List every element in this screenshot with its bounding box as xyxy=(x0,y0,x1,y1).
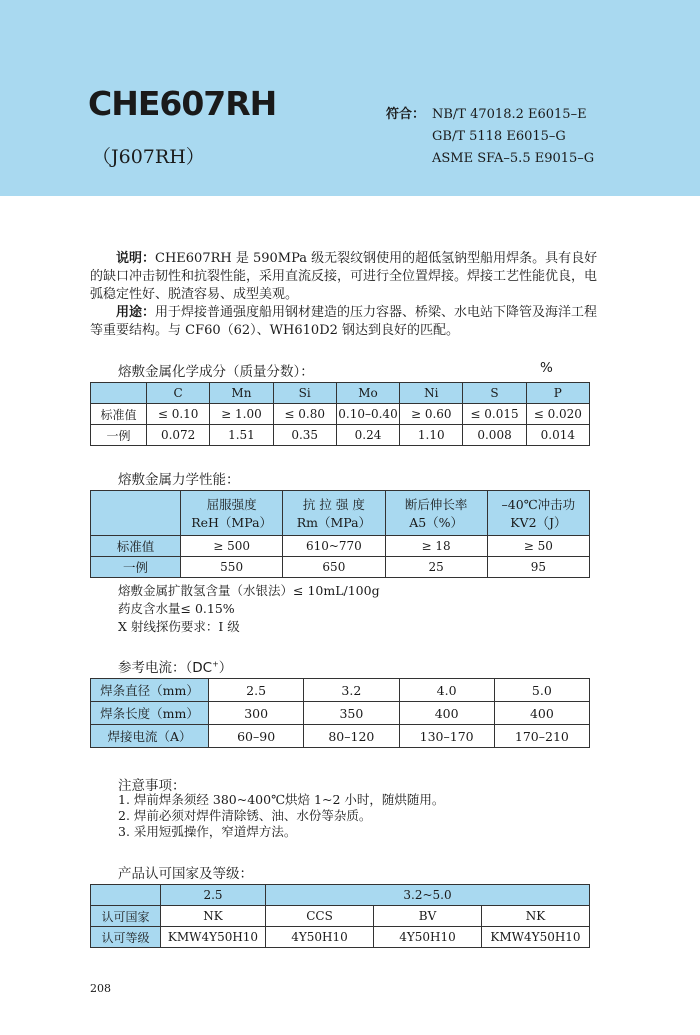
table-cell: 300 xyxy=(209,702,304,725)
header-cell: P xyxy=(526,383,589,404)
table-cell: 4Y50H10 xyxy=(374,927,482,948)
row-label: 焊条直径（mm） xyxy=(91,679,209,702)
mechanical-extra xyxy=(118,582,380,636)
current-title: 参考电流：（DC+） xyxy=(118,659,233,676)
table-cell: 0.10–0.40 xyxy=(336,404,399,425)
table-cell: 0.014 xyxy=(526,425,589,446)
usage-label: 用途： xyxy=(116,305,156,320)
usage-text: 用于焊接普通强度船用钢材建造的压力容器、桥梁、水电站下降管及海洋工程等重要结构。与 CF60（62）、WH610D2 钢达到良好的匹配。 xyxy=(90,305,598,338)
table-row xyxy=(91,425,590,446)
table-cell: ≤ 0.10 xyxy=(147,404,210,425)
table-row xyxy=(91,491,590,536)
current-table xyxy=(90,678,590,748)
mechanical-table xyxy=(90,490,590,578)
table-cell: ≥ 500 xyxy=(181,536,283,557)
chemical-title: 熔敷金属化学成分（质量分数）： xyxy=(118,364,314,380)
row-label: 一例 xyxy=(91,557,181,578)
table-cell: 0.072 xyxy=(147,425,210,446)
table-cell: 610~770 xyxy=(283,536,385,557)
table-cell: 170–210 xyxy=(494,725,589,748)
standard-3: ASME SFA–5.5 E9015–G xyxy=(432,151,595,166)
conformity-block xyxy=(386,104,594,170)
row-label: 焊条长度（mm） xyxy=(91,702,209,725)
table-row xyxy=(91,557,590,578)
xray-requirement: X 射线探伤要求：I 级 xyxy=(118,619,240,634)
table-cell: 650 xyxy=(283,557,385,578)
approval-table xyxy=(90,884,590,948)
product-subtitle: （J607RH） xyxy=(92,146,205,168)
header-cell: –40℃冲击功 KV2（J） xyxy=(487,491,589,536)
row-label: 标准值 xyxy=(91,404,147,425)
table-row xyxy=(91,404,590,425)
table-cell: NK xyxy=(482,906,590,927)
table-row xyxy=(91,679,590,702)
list-item: 2. 焊前必须对焊件清除锈、油、水份等杂质。 xyxy=(118,808,372,823)
header-cell: Mo xyxy=(336,383,399,404)
coating-moisture: 药皮含水量≤ 0.15% xyxy=(118,601,235,616)
table-cell: ≤ 0.80 xyxy=(273,404,336,425)
header-cell: Mn xyxy=(210,383,273,404)
row-label: 认可国家 xyxy=(91,906,161,927)
table-row xyxy=(91,906,590,927)
table-cell: 2.5 xyxy=(209,679,304,702)
list-item: 3. 采用短弧操作，窄道焊方法。 xyxy=(118,824,297,839)
description-text: CHE607RH 是 590MPa 级无裂纹钢使用的超低氢钠型船用焊条。具有良好的缺口冲击韧性和抗裂性能，采用直流反接，可进行全位置焊接。焊接工艺性能优良，电弧稳定性好、脱渣容易、成型美观。 xyxy=(90,251,598,302)
current-title-text: 参考电流： xyxy=(118,660,186,676)
table-cell: KMW4Y50H10 xyxy=(482,927,590,948)
page-number: 208 xyxy=(90,982,111,995)
row-label: 认可等级 xyxy=(91,927,161,948)
header-band xyxy=(0,0,700,196)
row-label: 标准值 xyxy=(91,536,181,557)
mechanical-title: 熔敷金属力学性能： xyxy=(118,472,240,488)
table-cell: ≥ 0.60 xyxy=(400,404,463,425)
table-cell: ≤ 0.015 xyxy=(463,404,526,425)
description-label: 说明： xyxy=(116,251,156,266)
table-cell: CCS xyxy=(266,906,374,927)
header-cell: 断后伸长率 A5（%） xyxy=(385,491,487,536)
table-cell: 4Y50H10 xyxy=(266,927,374,948)
table-cell: 1.51 xyxy=(210,425,273,446)
table-cell: 550 xyxy=(181,557,283,578)
header-cell: 抗 拉 强 度 Rm（MPa） xyxy=(283,491,385,536)
table-cell: ≤ 0.020 xyxy=(526,404,589,425)
table-cell: KMW4Y50H10 xyxy=(161,927,266,948)
table-cell: 0.35 xyxy=(273,425,336,446)
table-cell: 25 xyxy=(385,557,487,578)
table-row xyxy=(91,702,590,725)
table-cell: 95 xyxy=(487,557,589,578)
table-cell: 5.0 xyxy=(494,679,589,702)
table-cell: ≥ 1.00 xyxy=(210,404,273,425)
usage-paragraph xyxy=(90,304,600,340)
row-label: 一例 xyxy=(91,425,147,446)
table-cell: 400 xyxy=(399,702,494,725)
approval-title: 产品认可国家及等级： xyxy=(118,866,253,882)
header-cell: 屈服强度 ReH（MPa） xyxy=(181,491,283,536)
table-cell: 0.24 xyxy=(336,425,399,446)
header-cell: Si xyxy=(273,383,336,404)
standard-1: NB/T 47018.2 E6015–E xyxy=(432,107,587,122)
header-cell: Ni xyxy=(400,383,463,404)
table-cell: 4.0 xyxy=(399,679,494,702)
list-item: 1. 焊前焊条须经 380~400℃烘焙 1~2 小时，随烘随用。 xyxy=(118,792,445,807)
notes-list xyxy=(118,792,444,840)
table-cell: 1.10 xyxy=(400,425,463,446)
notes-title: 注意事项： xyxy=(118,778,186,794)
table-cell: 130–170 xyxy=(399,725,494,748)
row-label: 焊接电流（A） xyxy=(91,725,209,748)
table-cell: 0.008 xyxy=(463,425,526,446)
chemical-table xyxy=(90,382,590,446)
chemical-unit: % xyxy=(540,360,553,376)
header-cell: S xyxy=(463,383,526,404)
table-cell: NK xyxy=(161,906,266,927)
diffusible-hydrogen: 熔敷金属扩散氢含量（水银法）≤ 10mL/100g xyxy=(118,583,380,598)
conform-label: 符合： xyxy=(386,107,426,122)
table-cell: 80–120 xyxy=(304,725,399,748)
header-cell: 2.5 xyxy=(161,885,266,906)
description-paragraph xyxy=(90,250,600,304)
standard-2: GB/T 5118 E6015–G xyxy=(432,129,566,144)
table-cell: ≥ 50 xyxy=(487,536,589,557)
table-cell: 60–90 xyxy=(209,725,304,748)
table-row xyxy=(91,536,590,557)
product-title: CHE607RH xyxy=(88,84,277,123)
table-row xyxy=(91,383,590,404)
table-cell: 350 xyxy=(304,702,399,725)
table-row xyxy=(91,927,590,948)
table-cell: 3.2 xyxy=(304,679,399,702)
table-cell: 400 xyxy=(494,702,589,725)
table-cell: ≥ 18 xyxy=(385,536,487,557)
header-cell: C xyxy=(147,383,210,404)
table-row xyxy=(91,885,590,906)
header-cell: 3.2~5.0 xyxy=(266,885,590,906)
table-row xyxy=(91,725,590,748)
table-cell: BV xyxy=(374,906,482,927)
